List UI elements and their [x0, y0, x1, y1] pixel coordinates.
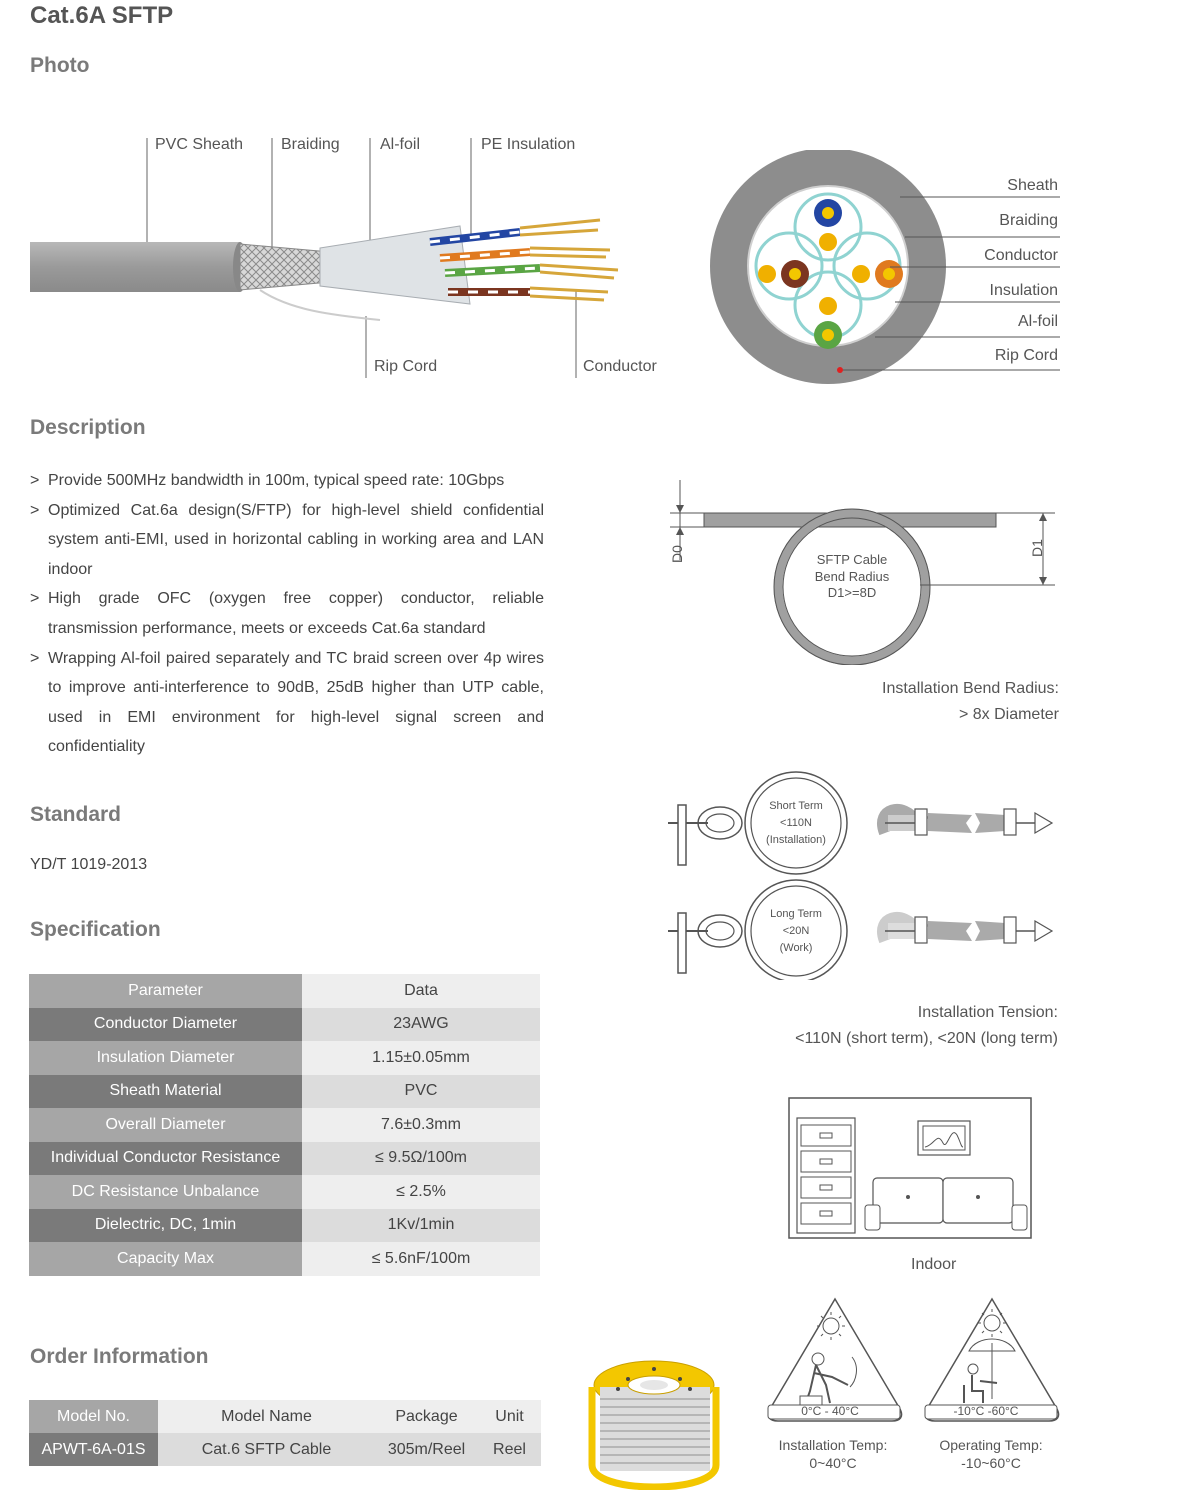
table-cell: Sheath Material — [29, 1075, 302, 1109]
table-cell: 305m/Reel — [375, 1433, 478, 1466]
page-title: Cat.6A SFTP — [30, 2, 174, 29]
xs-label-sheath: Sheath — [1007, 177, 1058, 194]
section-title-description: Description — [30, 416, 146, 439]
label-conductor: Conductor — [583, 358, 657, 375]
description-list — [30, 466, 544, 762]
rip-cord-shape — [260, 290, 380, 320]
table-row — [29, 1041, 540, 1075]
label-rip-cord: Rip Cord — [374, 358, 438, 375]
twisted-pair-orange — [440, 248, 610, 258]
table-cell: Reel — [478, 1433, 541, 1466]
table-header-cell: Data — [302, 974, 540, 1008]
section-title-order: Order Information — [30, 1345, 209, 1368]
cable-reel-image — [588, 1355, 723, 1490]
table-cell: 7.6±0.3mm — [302, 1108, 540, 1142]
twisted-pair-brown — [448, 288, 608, 300]
table-row — [29, 1108, 540, 1142]
braiding-shape — [240, 244, 330, 290]
xs-label-al-foil: Al-foil — [1017, 313, 1058, 330]
install-temp-caption: Installation Temp: 0~40°C — [778, 1437, 888, 1471]
table-header-cell: Model No. — [29, 1400, 158, 1433]
table-cell: ≤ 9.5Ω/100m — [302, 1142, 540, 1176]
long-term-text: Long Term <20N (Work) — [770, 908, 822, 954]
table-cell: Insulation Diameter — [29, 1041, 302, 1075]
table-cell: Capacity Max — [29, 1242, 302, 1276]
tension-diagram — [660, 765, 1080, 980]
table-cell: APWT-6A-01S — [29, 1433, 158, 1466]
label-al-foil: Al-foil — [380, 136, 421, 153]
bend-radius-caption: Installation Bend Radius: > 8x Diameter — [882, 680, 1059, 723]
table-cell: Cat.6 SFTP Cable — [158, 1433, 375, 1466]
twisted-pair-green — [445, 265, 618, 278]
table-header-row — [29, 974, 540, 1008]
table-row — [29, 1175, 540, 1209]
description-item: > High grade OFC (oxygen free copper) conductor, reliable transmission performance, meets or exceeds Cat.6a standard — [30, 590, 544, 637]
table-cell: Overall Diameter — [29, 1108, 302, 1142]
table-header-row — [29, 1400, 541, 1433]
section-title-standard: Standard — [30, 803, 122, 826]
xs-label-insulation: Insulation — [989, 282, 1058, 299]
xs-label-rip-cord: Rip Cord — [994, 347, 1058, 364]
table-row — [29, 1242, 540, 1276]
indoor-label: Indoor — [911, 1256, 957, 1273]
table-cell: Dielectric, DC, 1min — [29, 1209, 302, 1243]
label-braiding: Braiding — [281, 136, 340, 153]
table-cell: ≤ 2.5% — [302, 1175, 540, 1209]
table-row — [29, 1008, 540, 1042]
table-cell: 23AWG — [302, 1008, 540, 1042]
d1-label: D1 — [1029, 539, 1045, 557]
table-cell: 1.15±0.05mm — [302, 1041, 540, 1075]
xs-label-conductor: Conductor — [984, 247, 1058, 264]
table-row — [29, 1142, 540, 1176]
section-title-specification: Specification — [30, 918, 161, 941]
table-row — [29, 1209, 540, 1243]
operate-temp-caption: Operating Temp: -10~60°C — [939, 1437, 1043, 1471]
table-header-cell: Parameter — [29, 974, 302, 1008]
specification-table — [29, 974, 540, 1276]
bend-radius-text: SFTP Cable Bend Radius D1>=8D — [814, 552, 890, 600]
description-item: > Wrapping Al-foil paired separately and TC braid screen over 4p wires to improve anti-interference to 90dB, 25dB higher than UTP cable, used in EMI environment for high-level signal screen and confidentiality — [30, 649, 544, 756]
table-cell: Conductor Diameter — [29, 1008, 302, 1042]
order-table — [29, 1400, 541, 1466]
label-pvc-sheath: PVC Sheath — [155, 136, 244, 153]
xs-label-braiding: Braiding — [999, 212, 1058, 229]
d0-label: D0 — [669, 545, 685, 563]
table-header-cell: Package — [375, 1400, 478, 1433]
short-term-text: Short Term <110N (Installation) — [766, 800, 826, 846]
table-header-cell: Model Name — [158, 1400, 375, 1433]
table-header-cell: Unit — [478, 1400, 541, 1433]
table-row — [29, 1433, 541, 1466]
tension-caption: Installation Tension: <110N (short term), <20N (long term) — [795, 1004, 1058, 1047]
install-temp-range: 0°C - 40°C — [801, 1404, 859, 1418]
description-item: > Provide 500MHz bandwidth in 100m, typical speed rate: 10Gbps — [30, 472, 505, 489]
table-row — [29, 1075, 540, 1109]
table-cell: ≤ 5.6nF/100m — [302, 1242, 540, 1276]
pvc-sheath-shape — [30, 242, 240, 292]
cable-structure-illustration — [0, 120, 680, 390]
indoor-room-illustration — [785, 1095, 1035, 1245]
table-cell: 1Kv/1min — [302, 1209, 540, 1243]
operate-temp-range: -10°C -60°C — [953, 1404, 1019, 1418]
table-cell: Individual Conductor Resistance — [29, 1142, 302, 1176]
table-cell: DC Resistance Unbalance — [29, 1175, 302, 1209]
standard-value: YD/T 1019-2013 — [30, 856, 148, 873]
label-pe-insulation: PE Insulation — [481, 136, 576, 153]
table-cell: PVC — [302, 1075, 540, 1109]
section-title-photo: Photo — [30, 54, 90, 77]
description-item: > Optimized Cat.6a design(S/FTP) for high-level shield confidential system anti-EMI, used in horizontal cabling in working area and LAN indoor — [30, 501, 544, 578]
